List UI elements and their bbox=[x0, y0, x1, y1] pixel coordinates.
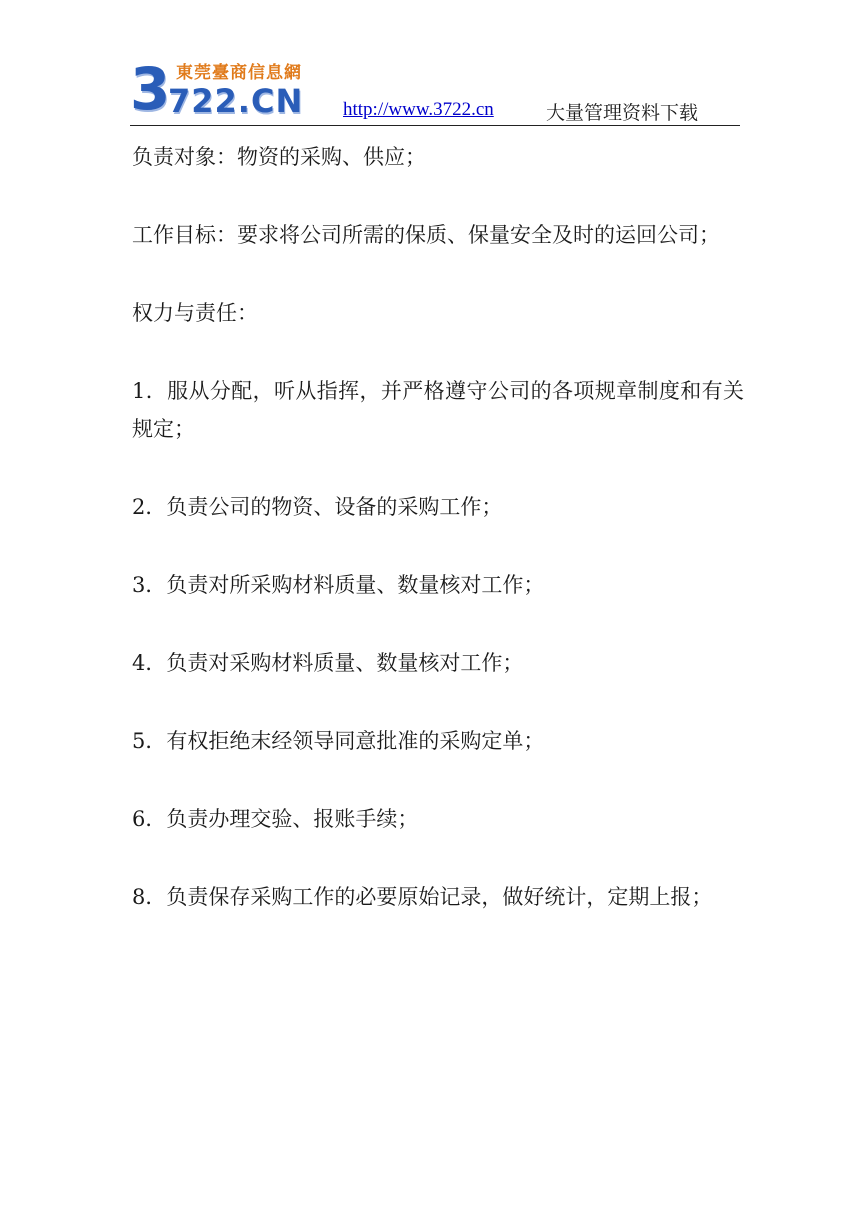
page-header bbox=[130, 52, 740, 128]
list-item-2: 2．负责公司的物资、设备的采购工作； bbox=[132, 495, 503, 519]
list-item-5: 5．有权拒绝末经领导同意批准的采购定单； bbox=[132, 729, 545, 753]
header-divider bbox=[130, 125, 740, 126]
document-body bbox=[132, 138, 744, 956]
logo-number: 3 bbox=[130, 55, 171, 123]
list-item-1: 1．服从分配，听从指挥，并严格遵守公司的各项规章制度和有关规定； bbox=[132, 379, 744, 441]
logo-tagline: 東莞臺商信息網 bbox=[176, 63, 302, 83]
list-item-8: 8．负责保存采购工作的必要原始记录，做好统计，定期上报； bbox=[132, 885, 713, 909]
header-tagline: 大量管理资料下载 bbox=[546, 102, 699, 124]
paragraph-target-object: 负责对象：物资的采购、供应； bbox=[132, 145, 426, 169]
site-link[interactable]: http://www.3722.cn bbox=[343, 99, 494, 120]
logo-domain: 722.CN bbox=[168, 82, 304, 120]
list-item-6: 6．负责办理交验、报账手续； bbox=[132, 807, 419, 831]
paragraph-rights-heading: 权力与责任： bbox=[132, 301, 258, 325]
site-logo[interactable] bbox=[130, 55, 310, 123]
paragraph-work-goal: 工作目标：要求将公司所需的保质、保量安全及时的运回公司； bbox=[132, 223, 720, 247]
list-item-4: 4．负责对采购材料质量、数量核对工作； bbox=[132, 651, 524, 675]
list-item-3: 3．负责对所采购材料质量、数量核对工作； bbox=[132, 573, 545, 597]
